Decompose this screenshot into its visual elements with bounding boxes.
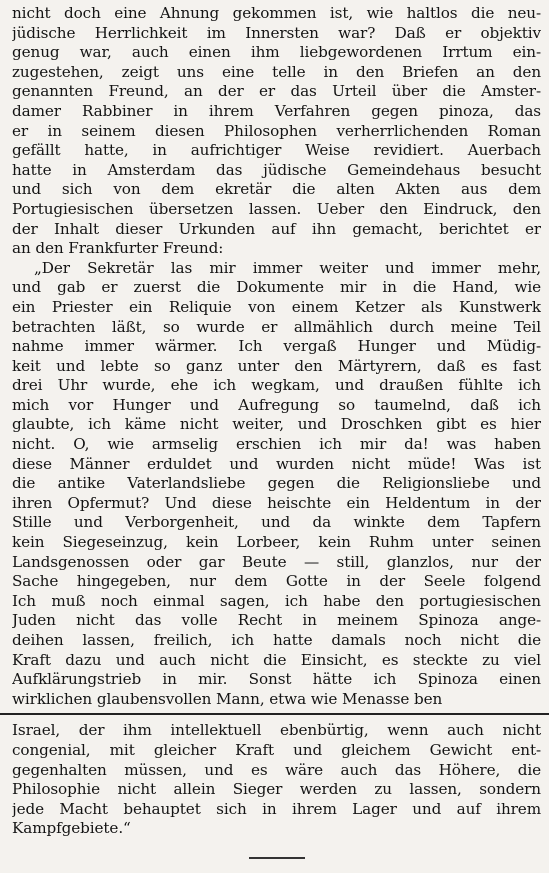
- text-line: und sich von dem ekretär die alten Akten aus dem: [12, 180, 541, 199]
- column-divider: [0, 713, 549, 715]
- article-column-bottom: [12, 721, 541, 839]
- text-line: Kraft dazu und auch nicht die Einsicht, es steckte zu viel: [12, 650, 541, 669]
- text-line: nicht. O, wie armselig erschien ich mir da! was haben: [12, 435, 541, 454]
- text-line: jüdische Herrlichkeit im Innersten war? Daß er objektiv: [12, 23, 541, 42]
- text-line: zugestehen, zeigt uns eine telle in den Briefen an den: [12, 62, 541, 81]
- text-line: der Inhalt dieser Urkunden auf ihn gemacht, berichtet er: [12, 219, 541, 238]
- text-line: Juden nicht das volle Recht in meinem Spinoza ange-: [12, 611, 541, 630]
- text-line: glaubte, ich käme nicht weiter, und Droschken gibt es hier: [12, 415, 541, 434]
- text-line: Stille und Verborgenheit, und da winkte dem Tapfern: [12, 513, 541, 532]
- text-line: Philosophie nicht allein Sieger werden zu lassen, sondern: [12, 780, 541, 799]
- text-line: keit und lebte so ganz unter den Märtyrern, daß es fast: [12, 356, 541, 375]
- text-line: die antike Vaterlandsliebe gegen die Religionsliebe und: [12, 474, 541, 493]
- text-line: gegenhalten müssen, und es wäre auch das Höhere, die: [12, 760, 541, 779]
- text-line: ein Priester ein Reliquie von einem Ketzer als Kunstwerk: [12, 297, 541, 316]
- text-line: Landsgenossen oder gar Beute — still, glanzlos, nur der: [12, 552, 541, 571]
- end-rule: [249, 857, 305, 859]
- text-line: drei Uhr wurde, ehe ich wegkam, und draußen fühlte ich: [12, 376, 541, 395]
- text-line: an den Frankfurter Freund:: [12, 239, 224, 258]
- text-line: betrachten läßt, so wurde er allmählich durch meine Teil: [12, 317, 541, 336]
- text-line: genannten Freund, an der er das Urteil über die Amster-: [12, 82, 541, 101]
- text-line: deihen lassen, freilich, ich hatte damals noch nicht die: [12, 631, 541, 649]
- text-line: Israel, der ihm intellektuell ebenbürtig, wenn auch nicht: [12, 721, 541, 740]
- text-line: Ich muß noch einmal sagen, ich habe den portugiesischen: [12, 591, 541, 610]
- text-line: Kampfgebiete.“: [12, 819, 131, 838]
- text-line: und gab er zuerst die Dokumente mir in die Hand, wie: [12, 278, 541, 297]
- text-line: ihren Opfermut? Und diese heischte ein Heldentum in der: [12, 493, 541, 512]
- text-line: jede Macht behauptet sich in ihrem Lager und auf ihrem: [12, 799, 541, 818]
- text-line: diese Männer erduldet und wurden nicht müde! Was ist: [12, 454, 541, 473]
- text-line: congenial, mit gleicher Kraft und gleichem Gewicht ent-: [12, 740, 541, 759]
- text-line: kein Siegeseinzug, kein Lorbeer, kein Ruhm unter seinen: [12, 533, 541, 552]
- text-line: „Der Sekretär las mir immer weiter und immer mehr,: [34, 258, 541, 277]
- text-line: Portugiesischen übersetzen lassen. Ueber den Eindruck, den: [12, 199, 541, 218]
- text-line: nicht doch eine Ahnung gekommen ist, wie haltlos die neu-: [12, 4, 541, 22]
- text-line: Sache hingegeben, nur dem Gotte in der Seele folgend: [12, 572, 541, 591]
- text-line: er in seinem diesen Philosophen verherrlichenden Roman: [12, 121, 541, 140]
- text-line: hatte in Amsterdam das jüdische Gemeindehaus besucht: [12, 160, 541, 179]
- text-line: gefällt hatte, in aufrichtiger Weise revidiert. Auerbach: [12, 141, 541, 160]
- text-line: nahme immer wärmer. Ich vergaß Hunger und Müdig-: [12, 337, 541, 356]
- text-line: damer Rabbiner in ihrem Verfahren gegen pinoza, das: [12, 101, 541, 120]
- text-line: mich vor Hunger und Aufregung so taumelnd, daß ich: [12, 395, 541, 414]
- text-line: wirklichen glaubensvollen Mann, etwa wie Menasse ben: [12, 689, 443, 708]
- text-line: Aufklärungstrieb in mir. Sonst hätte ich Spinoza einen: [12, 670, 541, 689]
- article-column-top: [12, 4, 541, 709]
- text-line: genug war, auch einen ihm liebgewordenen Irrtum ein-: [12, 43, 541, 62]
